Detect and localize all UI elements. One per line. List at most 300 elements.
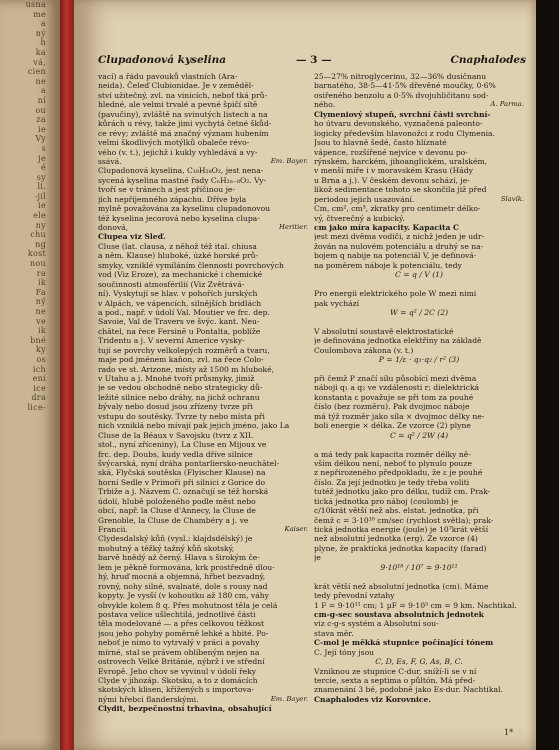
text-line [314,374,524,383]
text-line [314,81,524,90]
text-line [98,308,308,317]
text-line [314,591,524,600]
line-text: při čemž P značí sílu působící mezi dvěma [314,374,477,383]
left-page-fragment: Vy [35,134,46,144]
line-text: a něm. Klause) hluboké, úzké horské prů- [98,251,259,261]
text-line [98,81,308,90]
line-text: P = 1/ε · q₁·q₂ / r² (3) [378,355,460,365]
line-text: tercie, sexta a septima o půltón. Má před- [314,676,476,685]
text-line [98,148,308,157]
line-text: likož sedimentace tohoto se skončila již před [314,185,487,195]
line-text: Clydesdalský kůň (vysl.: klajdsdélský) je [98,534,253,544]
text-line [98,232,308,241]
line-text: velmi škodlivých motýlků obaleče révo- [98,138,250,148]
left-page-fragment: Fa [35,287,46,297]
text-line [314,129,524,138]
text-line [314,459,524,468]
text-line [314,572,524,581]
line-text: číslo (bez rozměru). Pak dvojmoc náboje [314,402,470,412]
line-text: Jsou to hlavně šedé, často hlíznaté [314,138,447,148]
text-line [314,157,524,166]
line-text: než absolutní jednotka (erg). Ze vzorce (4) [314,534,478,544]
text-line [314,346,524,355]
text-line [98,185,308,194]
line-text: 9·10¹⁸ / 10⁷ = 9·10¹¹ [380,562,458,572]
text-line [98,534,308,543]
text-line [314,516,524,525]
text-line [98,204,308,213]
left-page-fragment: os [36,354,46,364]
text-line [314,280,524,289]
text-line [98,506,308,515]
text-line [98,667,308,676]
text-line [314,534,524,543]
line-text: na poměrem náboje k potenciálu, tedy [314,260,462,270]
left-page-fragment: chu [30,230,46,240]
text-line [314,610,524,619]
text-line [314,638,524,647]
line-text: C = q / V (1) [395,270,443,280]
text-line [98,685,308,694]
text-line [98,459,308,468]
text-line [314,204,524,213]
left-page-fragment: kost [27,249,46,259]
left-page-fragment: me [33,9,46,19]
text-line [98,402,308,411]
text-line [98,478,308,487]
text-line [314,100,524,109]
text-line [98,223,308,232]
line-text: Clydit, bezpečnostní trhavina, obsahující [98,704,272,714]
line-text: vací) a řádu pavouků vlastních (Ara- [98,72,238,81]
left-page-fragment: ve [36,316,46,326]
text-line [98,251,308,260]
left-page-fragment: ky [36,345,46,355]
left-page-fragment: ik [37,326,46,336]
text-line [98,572,308,581]
line-text: 1 F = 9·10¹¹ cm; 1 µF = 9·10⁵ cm = 9 km. Nachtikal. [314,600,517,610]
line-text: pak vychází [314,298,360,308]
text-line [98,110,308,119]
text-line [98,638,308,647]
line-text: obvykle kolem 8 q. Přes mohutnost těla je celá [98,600,278,610]
page-number: — 3 — [296,54,332,66]
line-text: švýcarská, nyní dráha pontarliersko-neuchâtel- [98,458,280,468]
left-page-fragment: -jil [34,191,46,201]
text-line [314,525,524,534]
line-text: Tridentu a j. V severní Americe vysky- [98,336,245,346]
background-edge [536,0,559,750]
line-text: hý, hruď mocná a objemná, hřbet bezvadný, [98,572,266,582]
text-line [314,223,524,232]
line-text: Clupadonová kyselina, C₁₈H₂₈O₂, jest nena- [98,166,264,176]
line-text: logicky především hlavonožci z rodu Clymenia. [314,128,495,138]
text-line [314,544,524,553]
line-text: je [314,553,321,563]
left-page-fragment: h [40,38,46,48]
text-line [98,195,308,204]
text-line [314,176,524,185]
line-text: rovný, nohy silné, svalnaté, dole s rousy nad [98,581,268,591]
text-line [98,431,308,440]
text-line [98,242,308,251]
text-line [98,704,308,713]
text-line [98,166,308,175]
left-page-fragment: lice- [27,402,46,412]
text-line [314,412,524,421]
line-text: mylně považována za kyselinu clupadonovou [98,204,271,214]
line-text: tutéž jednotku jako pro délku, tudíž cm. Prak- [314,487,491,497]
left-page-fragment: ele [33,211,46,221]
left-page-fragment: a [40,86,46,96]
text-line [314,648,524,657]
text-line [98,619,308,628]
text-line [314,601,524,610]
line-text: stol., nyní zříceniny), La Cluse en Mijoux ve [98,440,267,450]
line-text: châtel, na řece Fersině u Pontalta, poblíže [98,326,261,336]
line-text: cm jako míra kapacity. Kapacita C [314,223,460,232]
line-text: vstupu do soutěsky. Tvrze ty nebo místa při [98,411,265,421]
line-text: žován na nulovém potenciálu a druhý se na- [314,241,484,251]
line-text: rýnském, harckém, jihoanglickém, uralském, [314,156,488,166]
left-page-fragment: s [41,143,46,153]
text-line [98,280,308,289]
line-text: ležité silnice nebo dráhy, na jichž ochranu [98,392,260,402]
text-line [314,582,524,591]
left-page-fragment: vá, [33,57,46,67]
text-line [314,355,524,364]
left-page-fragment: ne [35,307,46,316]
text-line [314,629,524,638]
line-text: a pod., např. v údolí Val. Moutier ve frc. dep. [98,307,270,317]
line-text: vápence, rozšířené nejvíce v devonu po- [314,147,468,157]
text-line [314,308,524,317]
text-line [314,242,524,251]
text-line [98,261,308,270]
left-page-fragment: za [36,115,46,125]
line-text: plyne, že praktická jednotka kapacity (farad) [314,543,487,553]
left-page-fragment: je [38,153,46,163]
text-line [98,138,308,147]
line-text: horní Sedle v Primoři při silnici z Gorice do [98,477,266,487]
line-text: ská, Flyčská soutěska (Flyischer Klause) na [98,468,266,478]
line-text: Coulombova zákona (v. t.) [314,345,414,355]
line-text: lem je pěkně formována, krk prostředně dlou- [98,562,275,572]
text-line [98,327,308,336]
text-line [314,365,524,374]
left-page-fragment: ný [35,28,46,38]
left-page-fragment: ou [35,105,46,115]
left-page-fragment: ení [32,374,46,384]
line-text: c/10krát větší než abs. elstat. jednotka, při [314,506,479,516]
line-text: (pavučiny), zvláště na svinutých listech a na [98,109,268,119]
line-text: těla modelované — a přes celkovou těžkost [98,619,265,629]
line-text: Grenoble, la Cluse de Chambéry a j. ve [98,515,249,525]
header-right-term: Cnaphalodes [450,54,526,66]
line-text: tedy převodní vztahy [314,591,395,601]
line-text: neida). Čeleď Clubionidae. Je v zeměděl- [98,81,254,91]
line-text: kopyty. Je vysší (v kohoutku až 180 cm, váhy [98,591,269,601]
line-text: v menší míře i v moravském Krasu (Hády [314,166,473,176]
line-text: tvoří se v tránech a jest příčinou je- [98,185,235,195]
line-text: náboji q₁ a q₂ ve vzdálenosti r; dielektrická [314,383,480,393]
line-text: v Utahu a j. Mnohé tvoří průsmyky, jimiž [98,374,255,383]
text-line [314,431,524,440]
text-line [314,695,524,704]
line-text: rado ve st. Arizone, místy až 1500 m hluboké, [98,364,275,374]
left-page-fragment: ný [35,297,46,307]
line-text: Cluse (lat. clausa, z něhož též ital. chiusa [98,241,257,251]
line-text: Clymeniový stupeň, svrchní části svrchní- [314,109,491,119]
text-line [314,336,524,345]
text-line [98,365,308,374]
left-page-fragment: sy [36,172,46,182]
left-page-fragment: bné [30,335,46,345]
line-text: C = q² / 2W (4) [389,430,449,440]
line-text: mírné, stal se právem oblíbeným nejen na [98,647,260,657]
text-line [314,383,524,392]
text-line [314,110,524,119]
text-line [314,299,524,308]
text-line [98,468,308,477]
left-page-fragment: a [40,19,46,29]
author-signature: A. Parma. [490,100,524,109]
line-text: ssává. [98,156,122,166]
line-text: tická jednotka energie (joule) je 10⁷krát větší [314,525,489,534]
author-signature: Em. Bayer. [270,156,308,165]
line-text: periodou jejich usazování. [314,194,415,204]
line-text: Clupea viz Sleď. [98,232,166,242]
text-line [314,270,524,279]
text-line [314,195,524,204]
left-page-fragment: ka [35,47,46,57]
text-line [98,336,308,345]
author-signature: Slavík. [500,194,524,203]
left-page-fragment: usna [25,0,46,9]
left-page-fragment: ní [37,95,46,105]
line-text: v Alpách, ve vápencích, silnějších bridlách [98,298,262,308]
left-page-fragment: dra [31,393,46,403]
text-line [314,393,524,402]
text-line [314,468,524,477]
line-text: Pro energii elektrického pole W mezi nimi [314,289,477,299]
line-text: postava velice ušlechtilá, jednotlivé části [98,609,256,619]
line-text: čemž c = 3·10¹⁰ cm/sec (rychlost světla); prak- [314,515,494,525]
text-line [98,544,308,553]
text-line [314,619,524,628]
left-page-fragment: cien [27,67,46,77]
text-line [314,657,524,666]
line-text: viz c-g-s systém a Absolutní sou- [314,619,439,629]
left-page-fragment: ne [35,76,46,86]
line-text: bojem q nabije na potenciál V, je definová- [314,251,477,261]
left-page-fragment: ng [35,239,46,249]
line-text: ostrovech Velké Británie, nýbrž i ve střední [98,657,265,667]
text-line [314,497,524,506]
text-line [314,487,524,496]
text-line [314,166,524,175]
left-page-fragment: ny [35,220,46,230]
text-line [98,629,308,638]
text-line [98,270,308,279]
left-page-fragment: ik [37,278,46,288]
text-line [314,261,524,270]
text-line [314,327,524,336]
line-text: maje pod jménem kaňon, zvl. na řece Colo- [98,355,264,365]
line-text: vším délkou není, neboť to plynulo pouze [314,458,472,468]
text-line [98,657,308,666]
text-line [98,346,308,355]
line-text: ho útvaru devonského, vyznačená paleonto- [314,119,483,129]
author-signature: Kaiser. [284,525,308,533]
text-line [314,119,524,128]
text-line [98,610,308,619]
line-text: nými hřebci flanderskými. [98,694,199,704]
text-line [314,317,524,326]
text-line [98,289,308,298]
line-text: údolí, hlubě položeného podle měst nebo [98,496,256,506]
line-text: též kyselina jecorová nebo kyselina clupa- [98,213,260,223]
text-line [98,176,308,185]
line-text: Trbiže a j. Názvem C. označují se též horská [98,487,269,497]
author-signature: Em. Bayer. [270,694,308,703]
left-page-fragment: li. [37,182,46,192]
line-text: barvě hnědý až černý. Hlava s širokým če- [98,553,260,563]
header-left-term: Clupadonová kyselina [98,54,227,66]
line-text: tická jednotka pro náboj (coulomb) je [314,496,459,506]
left-page-fragment: ice [33,383,46,393]
line-text: frc. dep. Doubs, kudy vedla dříve silnice [98,449,253,459]
text-line [314,402,524,411]
line-text: Francii. [98,525,128,534]
line-text: krát větší než absolutní jednotka (cm). Máme [314,581,489,591]
left-page-fragment: ra [36,268,46,278]
line-text: ce révy; zvláště má značný význam hubením [98,128,269,138]
text-line [314,91,524,100]
line-text: C. Její tóny jsou [314,647,375,657]
line-text: Cnaphalodes viz Korovnice. [314,694,431,704]
line-text: neboť je nimo to vytrvalý v práci a povahy [98,638,260,648]
text-column-right [314,72,524,704]
text-line [314,563,524,572]
text-line [98,157,308,166]
text-line [98,129,308,138]
adjacent-left-page [0,0,60,750]
line-text: V absolutní soustavě elektrostatické [314,326,454,336]
line-text: Evropě. Jeho chov se vyvinul v údolí řeky [98,666,257,676]
line-text: Cluse de la Béaux v Savojsku (tvrz z XII. [98,430,254,440]
text-line [98,516,308,525]
book-binding [60,0,74,750]
line-text: tují se povrchy velkolepých rozměrů a tvaru, [98,345,270,355]
left-page-fragment: é [40,163,46,173]
line-text: je se vedou obchodně nebo strategicky dů- [98,383,263,393]
left-page-fragment: nou [29,259,46,269]
text-line [314,421,524,430]
line-text: u Brna a j.). V českém devonu schází, je- [314,175,470,185]
text-line [314,506,524,515]
line-text: obcí, např. la Cluse d'Annecy, la Cluse de [98,506,256,516]
text-line [98,374,308,383]
line-text: Clyde v jihozáp. Skotsku, a to z domácích [98,676,258,685]
line-text: barnatého, 38·5—41·5% dřevěné moučky, 0·6% [314,81,496,91]
text-line [98,487,308,496]
line-text: konstanta ε považuje se při tom za pouhé [314,392,474,402]
document-page [74,0,536,750]
text-line [98,676,308,685]
text-line [98,497,308,506]
line-text: má týž rozměr jako síla × dvojmoc délky ne- [314,411,485,421]
line-text: znamenání 3 bé, podobně jako Es-dur. Nachtikal. [314,685,503,695]
line-text: jsou jeho pohyby poměrně lehké a hbité. Po- [98,628,269,638]
line-text: C, D, Es, F, G, As, B, C. [375,657,463,667]
text-line [314,232,524,241]
line-text: boli energie × délka. Ze vzorce (2) plyne [314,421,471,431]
text-line [98,648,308,657]
signature-mark: 1* [504,728,514,737]
line-text: je definována jednotka elektřiny na základě [314,336,482,346]
line-text: hledné, ale velmi trvalé a pevné špičí sítě [98,100,258,110]
text-line [314,138,524,147]
line-text: osiřeného benzolu a 0·5% dvojuhličitanu sod- [314,90,489,100]
text-line [314,676,524,685]
line-text: W = q² / 2C (2) [389,307,449,317]
text-line [98,553,308,562]
line-text: ného. [314,100,336,110]
line-text: skotských klisen, křížených s importova- [98,685,254,695]
text-line [314,185,524,194]
text-line [98,119,308,128]
line-text: smyky, vzniklé vymíláním člennosti povrchových [98,260,284,270]
text-line [98,450,308,459]
text-line [98,72,308,81]
line-text: ní). Vyskytují se hlav. v pohořích jurských [98,289,258,299]
text-line [314,440,524,449]
line-text: C-mol je měkká stupnice počínající tónem [314,638,494,648]
text-line [314,72,524,81]
text-line [314,148,524,157]
text-line [314,289,524,298]
text-line [98,214,308,223]
line-text: kůrách u révy, takže jimi vychytá četné škůd- [98,119,272,129]
text-line [98,563,308,572]
text-line [98,525,308,534]
text-line [98,383,308,392]
line-text: bývaly nebo dosud jsou zřízeny tvrze při [98,402,253,412]
line-text: cm-g-sec soustava absolutních jednotek [314,609,484,619]
text-line [98,299,308,308]
line-text: Vzniknou ze stupnice C-dur, sníží-li se v ní [314,666,477,676]
line-text: nich vzniklá nebo mívají pak jejich jméno, jako La [98,421,290,431]
text-line [98,100,308,109]
text-line [98,601,308,610]
line-text: stava měr. [314,628,354,638]
text-line [314,450,524,459]
line-text: jich nepříjemného zápachu. Dříve byla [98,194,247,204]
text-line [314,667,524,676]
line-text: vý, čtverečný a kubický. [314,213,405,223]
line-text: vého (v. t.), jejichž i kukly vyhledává a vy- [98,147,258,157]
text-line [98,582,308,591]
line-text: sycená kyselina mastné řady CₙH₂ₙ₋₈O₂. Vy- [98,175,267,185]
left-page-fragment: ie [38,201,46,211]
left-page-fragment: ich [32,364,46,374]
text-line [98,695,308,704]
line-text: z nepřirozeného předpokladu, že ε je pouhé [314,468,483,478]
text-line [98,591,308,600]
text-column-left [98,72,308,714]
text-line [98,421,308,430]
